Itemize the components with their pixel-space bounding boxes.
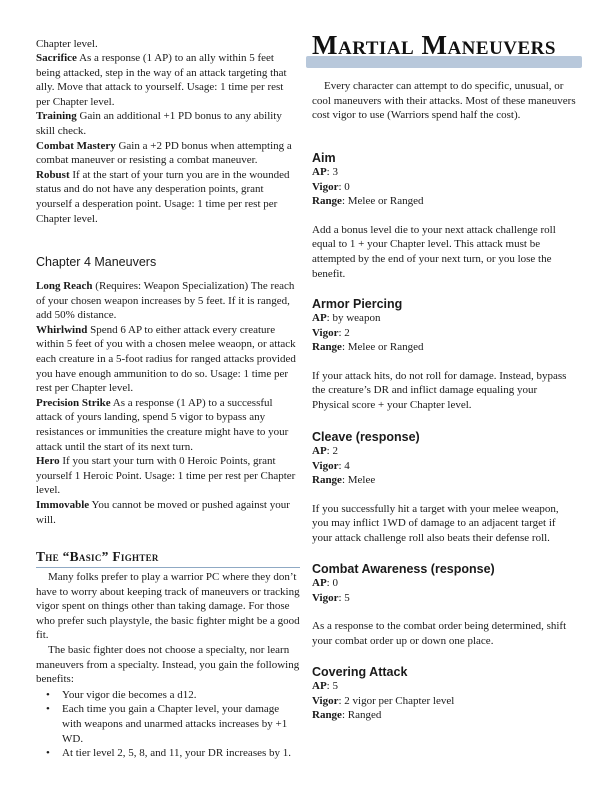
maneuver-range: Range: Melee or Ranged xyxy=(312,195,424,208)
ability-immovable: Immovable You cannot be moved or pushed against your will. xyxy=(36,498,290,526)
ability-long-reach: Long Reach (Requires: Weapon Specialization) The reach of your chosen weapon increases by 5 feet. If it is ranged, add 50% distance. xyxy=(36,280,295,322)
maneuver-combat-awareness xyxy=(312,562,576,648)
maneuver-ap: AP: 5 xyxy=(312,680,338,692)
maneuver-range: Range: Melee xyxy=(312,474,376,487)
page-title: Martial Maneuvers xyxy=(312,30,556,60)
maneuver-covering-attack xyxy=(312,665,576,723)
chapter4-heading: Chapter 4 Maneuvers xyxy=(36,255,157,269)
ability-training: Training Gain an additional +1 PD bonus to any ability skill check. xyxy=(36,110,282,137)
heading-divider xyxy=(36,567,300,568)
ability-precision-strike: Precision Strike As a response (1 AP) to a successful attack of yours landing, spend 5 vigor to bypass any resistances or immunities the creature might have to your attack until the start of its next turn. xyxy=(36,396,289,453)
ability-whirlwind: Whirlwind Spend 6 AP to either attack every creature within 5 feet of you with a chosen melee weaopn, or attack each creature in a 5-foot radius for ranged attacks provided you have enough ammunition to do so. Usage: 1 time per rest per Chapter level. xyxy=(36,323,296,395)
maneuver-description: Add a bonus level die to your next attack challenge roll equal to 1 + your Chapter level. This attack must be attempted by the end of your next turn, or you lose the benefit. xyxy=(312,223,556,280)
maneuver-title: Covering Attack xyxy=(312,665,408,679)
basic-fighter-body: Many folks prefer to play a warrior PC where they don’t have to worry about keeping track of maneuvers or tracking vigor spent on things other than taking damage. For those who prefer such playstyle, the basic fighter might be a good fit. The basic fighter does not choose a specialty, nor learn maneuvers from a specialty. Instead, you gain the following benefits: • Your vigor die becomes a d12. • Each time you gain a Chapter level, your damage with weapons and unarmed attacks increases by +1 WD. • At tier level 2, 5, 8, and 11, your DR increases by 1. xyxy=(36,570,300,761)
maneuver-vigor: Vigor: 5 xyxy=(312,591,350,604)
abilities-top xyxy=(36,51,300,226)
list-item: • Each time you gain a Chapter level, your damage with weapons and unarmed attacks increases by +1 WD. xyxy=(36,702,300,746)
maneuver-description: If you successfully hit a target with your melee weapon, you may inflict 1WD of damage to an adjacent target if your attack challenge roll also beats their defense roll. xyxy=(312,502,559,544)
ability-combat-mastery: Combat Mastery Gain a +2 PD bonus when attempting a combat maneuver or resisting a combat maneuver. xyxy=(36,139,292,167)
maneuver-title: Aim xyxy=(312,151,336,165)
ability-robust: Robust If at the start of your turn you are in the wounded status and do not have any desperation points, grant yourself a desperation point. Usage: 1 time per rest per Chapter level. xyxy=(36,168,290,225)
maneuver-range: Range: Ranged xyxy=(312,709,382,722)
benefit-list xyxy=(36,688,300,761)
maneuver-ap: AP: by weapon xyxy=(312,312,381,324)
maneuver-title: Cleave (response) xyxy=(312,430,420,444)
maneuver-ap: AP: 0 xyxy=(312,577,338,589)
list-item: • Your vigor die becomes a d12. xyxy=(36,688,300,703)
maneuver-description: If your attack hits, do not roll for damage. Instead, bypass the creature’s DR and inflict damage equaling your Physical score + your Chapter level. xyxy=(312,369,567,411)
maneuver-cleave xyxy=(312,430,576,546)
maneuver-title: Armor Piercing xyxy=(312,297,403,311)
maneuver-vigor: Vigor: 0 xyxy=(312,180,350,193)
chapter4-maneuvers xyxy=(36,279,300,527)
maneuver-aim xyxy=(312,151,576,281)
maneuver-vigor: Vigor: 2 xyxy=(312,326,350,339)
maneuver-ap: AP: 2 xyxy=(312,445,338,457)
maneuver-vigor: Vigor: 4 xyxy=(312,459,350,472)
basic-fighter-heading: The “Basic” Fighter xyxy=(36,549,159,564)
maneuver-description: As a response to the combat order being determined, shift your combat order up or down one place. xyxy=(312,620,567,647)
maneuver-ap: AP: 3 xyxy=(312,166,338,178)
maneuver-range: Range: Melee or Ranged xyxy=(312,341,424,354)
intro-paragraph: Every character can attempt to do specific, unusual, or cool maneuvers with their attacks. Most of these maneuvers cost vigor to use (Warriors spend half the cost). xyxy=(312,80,576,122)
ability-sacrifice: Sacrifice As a response (1 AP) to an ally within 5 feet being attacked, step in the way of an attack targeting that ally. Move that attack to yourself. Usage: 1 time per rest per Chapter level. xyxy=(36,52,287,108)
fragment-line: Chapter level. xyxy=(36,38,98,50)
maneuver-armor-piercing xyxy=(312,297,576,413)
ability-hero: Hero If you start your turn with 0 Heroic Points, grant yourself 1 Heroic Point. Usage: 1 time per rest per Chapter level. xyxy=(36,455,296,497)
list-item: • At tier level 2, 5, 8, and 11, your DR increases by 1. xyxy=(36,746,300,761)
maneuver-vigor: Vigor: 2 vigor per Chapter level xyxy=(312,694,455,707)
maneuver-title: Combat Awareness (response) xyxy=(312,562,495,576)
